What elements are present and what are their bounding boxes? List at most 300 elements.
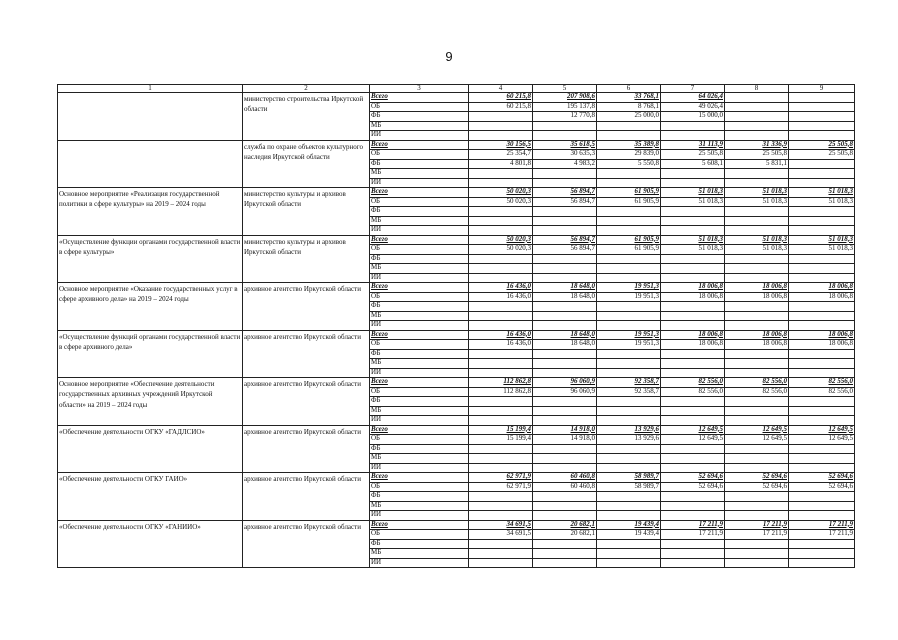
amount-cell [789, 264, 855, 274]
amount-cell [597, 511, 661, 521]
amount-cell [661, 444, 725, 454]
amount-cell [469, 121, 533, 131]
amount-cell [469, 112, 533, 122]
amount-cell: 18 006,8 [725, 340, 789, 350]
amount-cell [789, 444, 855, 454]
funding-source-cell: ФБ [370, 349, 469, 359]
funding-source-cell: МБ [370, 311, 469, 321]
amount-cell: 16 436,0 [469, 330, 533, 340]
amount-cell: 18 006,8 [661, 330, 725, 340]
table-row [58, 188, 855, 198]
amount-cell [597, 444, 661, 454]
funding-source-cell: ФБ [370, 112, 469, 122]
amount-cell [533, 539, 597, 549]
amount-cell [725, 102, 789, 112]
amount-cell: 82 556,0 [661, 387, 725, 397]
executor-cell: архивное агентство Иркутской области [243, 520, 370, 568]
funding-source-cell: ФБ [370, 302, 469, 312]
amount-cell [533, 121, 597, 131]
column-header: 1 [58, 85, 243, 93]
amount-cell: 50 020,3 [469, 245, 533, 255]
amount-cell [789, 169, 855, 179]
program-name-cell: «Осуществление функций органами государственной власти в сфере архивного дела» [58, 330, 243, 378]
amount-cell: 15 000,0 [661, 112, 725, 122]
executor-cell: архивное агентство Иркутской области [243, 473, 370, 521]
amount-cell [661, 273, 725, 283]
amount-cell [597, 254, 661, 264]
funding-source-cell: ОБ [370, 435, 469, 445]
amount-cell: 51 018,3 [661, 188, 725, 198]
amount-cell [725, 321, 789, 331]
amount-cell [789, 254, 855, 264]
amount-cell: 112 862,8 [469, 378, 533, 388]
executor-cell: архивное агентство Иркутской области [243, 378, 370, 426]
amount-cell: 19 951,3 [597, 292, 661, 302]
program-name-cell [58, 93, 243, 141]
amount-cell: 25 505,8 [725, 150, 789, 160]
amount-cell [661, 501, 725, 511]
amount-cell: 96 060,9 [533, 378, 597, 388]
amount-cell: 19 951,3 [597, 330, 661, 340]
amount-cell: 52 694,6 [661, 482, 725, 492]
amount-cell [789, 226, 855, 236]
amount-cell: 112 862,8 [469, 387, 533, 397]
amount-cell [789, 216, 855, 226]
amount-cell [533, 349, 597, 359]
amount-cell: 35 389,8 [597, 140, 661, 150]
amount-cell: 51 018,3 [789, 235, 855, 245]
amount-cell [597, 492, 661, 502]
amount-cell: 61 905,9 [597, 235, 661, 245]
amount-cell: 4 801,8 [469, 159, 533, 169]
amount-cell [469, 463, 533, 473]
program-name-cell: «Осуществление функции органами государственной власти в сфере культуры» [58, 235, 243, 283]
funding-source-cell: ОБ [370, 197, 469, 207]
amount-cell [533, 273, 597, 283]
amount-cell: 60 215,8 [469, 93, 533, 103]
executor-cell: министерство культуры и архивов Иркутской области [243, 235, 370, 283]
funding-source-cell: ОБ [370, 340, 469, 350]
amount-cell [789, 93, 855, 103]
amount-cell [789, 549, 855, 559]
amount-cell: 25 354,7 [469, 150, 533, 160]
amount-cell [725, 226, 789, 236]
funding-source-cell: ФБ [370, 444, 469, 454]
funding-source-cell: ИИ [370, 321, 469, 331]
amount-cell [533, 254, 597, 264]
amount-cell: 5 608,1 [661, 159, 725, 169]
amount-cell [469, 406, 533, 416]
program-name-cell: Основное мероприятие «Обеспечение деятельности государственных архивных учреждений Иркутской области» на 2019 – 2024 годы [58, 378, 243, 426]
amount-cell: 18 006,8 [789, 340, 855, 350]
amount-cell [469, 216, 533, 226]
amount-cell [597, 359, 661, 369]
funding-source-cell: ИИ [370, 273, 469, 283]
column-header: 2 [243, 85, 370, 93]
amount-cell [725, 216, 789, 226]
funding-source-cell: ОБ [370, 482, 469, 492]
amount-cell: 4 983,2 [533, 159, 597, 169]
amount-cell [725, 178, 789, 188]
amount-cell: 12 649,5 [789, 425, 855, 435]
amount-cell [661, 216, 725, 226]
amount-cell: 92 358,7 [597, 387, 661, 397]
amount-cell [469, 178, 533, 188]
amount-cell [469, 501, 533, 511]
funding-source-cell: Всего [370, 520, 469, 530]
column-header: 8 [725, 85, 789, 93]
amount-cell [597, 311, 661, 321]
amount-cell: 16 436,0 [469, 283, 533, 293]
amount-cell [469, 368, 533, 378]
amount-cell: 25 505,8 [789, 140, 855, 150]
amount-cell: 14 918,0 [533, 435, 597, 445]
amount-cell: 18 006,8 [789, 283, 855, 293]
funding-source-cell: Всего [370, 140, 469, 150]
amount-cell [469, 511, 533, 521]
amount-cell: 16 436,0 [469, 292, 533, 302]
funding-source-cell: МБ [370, 264, 469, 274]
amount-cell [661, 359, 725, 369]
table-row [58, 283, 855, 293]
amount-cell [661, 254, 725, 264]
amount-cell: 50 020,3 [469, 188, 533, 198]
amount-cell: 207 908,6 [533, 93, 597, 103]
amount-cell: 82 556,0 [661, 378, 725, 388]
amount-cell: 51 018,3 [661, 245, 725, 255]
column-header: 6 [597, 85, 661, 93]
amount-cell: 33 768,1 [597, 93, 661, 103]
amount-cell: 29 839,0 [597, 150, 661, 160]
amount-cell [789, 159, 855, 169]
amount-cell [533, 207, 597, 217]
amount-cell: 12 649,5 [789, 435, 855, 445]
amount-cell: 18 006,8 [789, 292, 855, 302]
amount-cell [469, 539, 533, 549]
table-row [58, 520, 855, 530]
funding-source-cell: ИИ [370, 463, 469, 473]
column-header: 3 [370, 85, 469, 93]
amount-cell [597, 302, 661, 312]
program-name-cell [58, 140, 243, 188]
amount-cell [597, 273, 661, 283]
amount-cell [597, 549, 661, 559]
amount-cell [533, 416, 597, 426]
amount-cell [725, 492, 789, 502]
executor-cell: министерство строительства Иркутской области [243, 93, 370, 141]
amount-cell [725, 359, 789, 369]
amount-cell [789, 311, 855, 321]
amount-cell [469, 207, 533, 217]
amount-cell [533, 463, 597, 473]
amount-cell: 60 460,8 [533, 473, 597, 483]
amount-cell [533, 302, 597, 312]
amount-cell: 56 894,7 [533, 245, 597, 255]
amount-cell: 17 211,9 [725, 520, 789, 530]
amount-cell: 50 020,3 [469, 235, 533, 245]
amount-cell [789, 207, 855, 217]
amount-cell [661, 463, 725, 473]
amount-cell [469, 359, 533, 369]
amount-cell [789, 349, 855, 359]
amount-cell [597, 321, 661, 331]
funding-source-cell: ИИ [370, 368, 469, 378]
amount-cell [533, 444, 597, 454]
table-row [58, 378, 855, 388]
amount-cell [533, 501, 597, 511]
funding-source-cell: Всего [370, 425, 469, 435]
amount-cell: 51 018,3 [661, 197, 725, 207]
funding-source-cell: МБ [370, 121, 469, 131]
amount-cell [597, 121, 661, 131]
funding-source-cell: ИИ [370, 416, 469, 426]
amount-cell [661, 549, 725, 559]
amount-cell: 52 694,6 [789, 482, 855, 492]
amount-cell [661, 178, 725, 188]
amount-cell [661, 558, 725, 568]
funding-source-cell: ИИ [370, 131, 469, 141]
amount-cell [597, 178, 661, 188]
funding-source-cell: Всего [370, 330, 469, 340]
amount-cell [789, 406, 855, 416]
table-body [58, 85, 855, 568]
amount-cell: 58 989,7 [597, 473, 661, 483]
program-name-cell: «Обеспечение деятельности ОГКУ «ГАНИИО» [58, 520, 243, 568]
funding-source-cell: МБ [370, 359, 469, 369]
amount-cell [469, 492, 533, 502]
amount-cell [661, 169, 725, 179]
amount-cell [597, 558, 661, 568]
amount-cell [469, 444, 533, 454]
amount-cell [597, 539, 661, 549]
amount-cell [789, 454, 855, 464]
amount-cell: 52 694,6 [789, 473, 855, 483]
column-header: 9 [789, 85, 855, 93]
amount-cell [789, 102, 855, 112]
amount-cell [789, 359, 855, 369]
amount-cell: 17 211,9 [661, 520, 725, 530]
table-row [58, 140, 855, 150]
amount-cell: 51 018,3 [725, 245, 789, 255]
amount-cell: 8 768,1 [597, 102, 661, 112]
program-name-cell: Основное мероприятие «Оказание государственных услуг в сфере архивного дела» на 2019 – 2024 годы [58, 283, 243, 331]
amount-cell: 51 018,3 [789, 245, 855, 255]
amount-cell: 15 199,4 [469, 435, 533, 445]
amount-cell [469, 549, 533, 559]
executor-cell: министерство культуры и архивов Иркутской области [243, 188, 370, 236]
amount-cell: 51 018,3 [725, 197, 789, 207]
executor-cell: архивное агентство Иркутской области [243, 425, 370, 473]
amount-cell: 61 905,9 [597, 188, 661, 198]
amount-cell: 5 831,1 [725, 159, 789, 169]
column-header: 4 [469, 85, 533, 93]
amount-cell: 35 618,5 [533, 140, 597, 150]
amount-cell [533, 321, 597, 331]
amount-cell: 12 770,8 [533, 112, 597, 122]
amount-cell [725, 131, 789, 141]
amount-cell: 60 460,8 [533, 482, 597, 492]
amount-cell [725, 169, 789, 179]
amount-cell [661, 539, 725, 549]
amount-cell: 14 918,0 [533, 425, 597, 435]
amount-cell: 18 006,8 [661, 340, 725, 350]
amount-cell [661, 321, 725, 331]
amount-cell: 51 018,3 [661, 235, 725, 245]
amount-cell: 17 211,9 [725, 530, 789, 540]
amount-cell: 31 336,9 [725, 140, 789, 150]
table-row [58, 330, 855, 340]
amount-cell [597, 397, 661, 407]
amount-cell: 61 905,9 [597, 197, 661, 207]
funding-source-cell: Всего [370, 93, 469, 103]
amount-cell [533, 311, 597, 321]
amount-cell [789, 397, 855, 407]
program-name-cell: Основное мероприятие «Реализация государственной политики в сфере культуры» на 2019 – 2024 годы [58, 188, 243, 236]
amount-cell: 64 026,4 [661, 93, 725, 103]
funding-source-cell: ФБ [370, 207, 469, 217]
amount-cell: 18 006,8 [725, 292, 789, 302]
amount-cell: 50 020,3 [469, 197, 533, 207]
amount-cell: 82 556,0 [789, 378, 855, 388]
amount-cell: 30 635,3 [533, 150, 597, 160]
amount-cell [725, 549, 789, 559]
amount-cell [661, 131, 725, 141]
amount-cell [725, 302, 789, 312]
amount-cell: 13 929,6 [597, 425, 661, 435]
column-header: 5 [533, 85, 597, 93]
amount-cell [469, 311, 533, 321]
amount-cell: 12 649,5 [725, 425, 789, 435]
amount-cell [469, 302, 533, 312]
amount-cell [725, 349, 789, 359]
amount-cell: 16 436,0 [469, 340, 533, 350]
funding-source-cell: ОБ [370, 292, 469, 302]
amount-cell [661, 397, 725, 407]
amount-cell: 34 691,5 [469, 530, 533, 540]
amount-cell [661, 207, 725, 217]
program-name-cell: «Обеспечение деятельности ОГКУ «ГАДЛСИО» [58, 425, 243, 473]
funding-source-cell: Всего [370, 188, 469, 198]
amount-cell: 20 682,1 [533, 530, 597, 540]
amount-cell [469, 264, 533, 274]
amount-cell [661, 311, 725, 321]
funding-source-cell: МБ [370, 406, 469, 416]
amount-cell: 18 006,8 [725, 283, 789, 293]
column-header: 7 [661, 85, 725, 93]
executor-cell: архивное агентство Иркутской области [243, 330, 370, 378]
amount-cell [469, 226, 533, 236]
amount-cell [789, 121, 855, 131]
amount-cell: 51 018,3 [789, 197, 855, 207]
amount-cell [789, 112, 855, 122]
amount-cell [789, 302, 855, 312]
amount-cell: 19 951,3 [597, 283, 661, 293]
amount-cell: 82 556,0 [789, 387, 855, 397]
amount-cell: 62 971,9 [469, 482, 533, 492]
page-number: 9 [445, 49, 453, 64]
amount-cell [789, 273, 855, 283]
amount-cell [533, 492, 597, 502]
amount-cell [661, 121, 725, 131]
amount-cell [469, 321, 533, 331]
amount-cell [597, 216, 661, 226]
amount-cell: 19 439,4 [597, 520, 661, 530]
amount-cell: 12 649,5 [661, 425, 725, 435]
amount-cell [725, 558, 789, 568]
funding-source-cell: Всего [370, 378, 469, 388]
table-row [58, 425, 855, 435]
amount-cell [469, 169, 533, 179]
amount-cell [597, 349, 661, 359]
amount-cell: 18 648,0 [533, 292, 597, 302]
amount-cell: 61 905,9 [597, 245, 661, 255]
amount-cell [533, 264, 597, 274]
amount-cell [533, 406, 597, 416]
amount-cell [597, 207, 661, 217]
amount-cell: 62 971,9 [469, 473, 533, 483]
amount-cell [661, 302, 725, 312]
funding-source-cell: ИИ [370, 511, 469, 521]
amount-cell: 12 649,5 [725, 435, 789, 445]
table-row [58, 473, 855, 483]
amount-cell [533, 178, 597, 188]
amount-cell: 5 550,8 [597, 159, 661, 169]
amount-cell: 25 505,8 [789, 150, 855, 160]
executor-cell: архивное агентство Иркутской области [243, 283, 370, 331]
amount-cell [789, 321, 855, 331]
funding-source-cell: ИИ [370, 558, 469, 568]
amount-cell [469, 397, 533, 407]
funding-source-cell: МБ [370, 549, 469, 559]
amount-cell: 25 505,8 [661, 150, 725, 160]
funding-source-cell: ОБ [370, 150, 469, 160]
amount-cell: 195 137,8 [533, 102, 597, 112]
funding-source-cell: ФБ [370, 539, 469, 549]
amount-cell [661, 406, 725, 416]
funding-source-cell: ИИ [370, 226, 469, 236]
amount-cell [533, 216, 597, 226]
amount-cell [725, 539, 789, 549]
amount-cell [725, 397, 789, 407]
funding-source-cell: МБ [370, 501, 469, 511]
amount-cell [469, 273, 533, 283]
amount-cell [789, 539, 855, 549]
amount-cell [533, 397, 597, 407]
amount-cell [725, 454, 789, 464]
amount-cell [789, 416, 855, 426]
amount-cell [469, 454, 533, 464]
amount-cell: 18 006,8 [789, 330, 855, 340]
amount-cell [725, 273, 789, 283]
amount-cell [469, 416, 533, 426]
amount-cell [661, 226, 725, 236]
amount-cell: 52 694,6 [725, 482, 789, 492]
amount-cell: 56 894,7 [533, 197, 597, 207]
funding-source-cell: Всего [370, 473, 469, 483]
amount-cell [597, 501, 661, 511]
amount-cell [661, 492, 725, 502]
amount-cell [597, 454, 661, 464]
amount-cell: 20 682,1 [533, 520, 597, 530]
amount-cell [725, 311, 789, 321]
amount-cell: 15 199,4 [469, 425, 533, 435]
amount-cell [789, 558, 855, 568]
amount-cell [597, 368, 661, 378]
amount-cell [533, 549, 597, 559]
amount-cell [597, 131, 661, 141]
amount-cell [725, 207, 789, 217]
amount-cell: 18 648,0 [533, 330, 597, 340]
